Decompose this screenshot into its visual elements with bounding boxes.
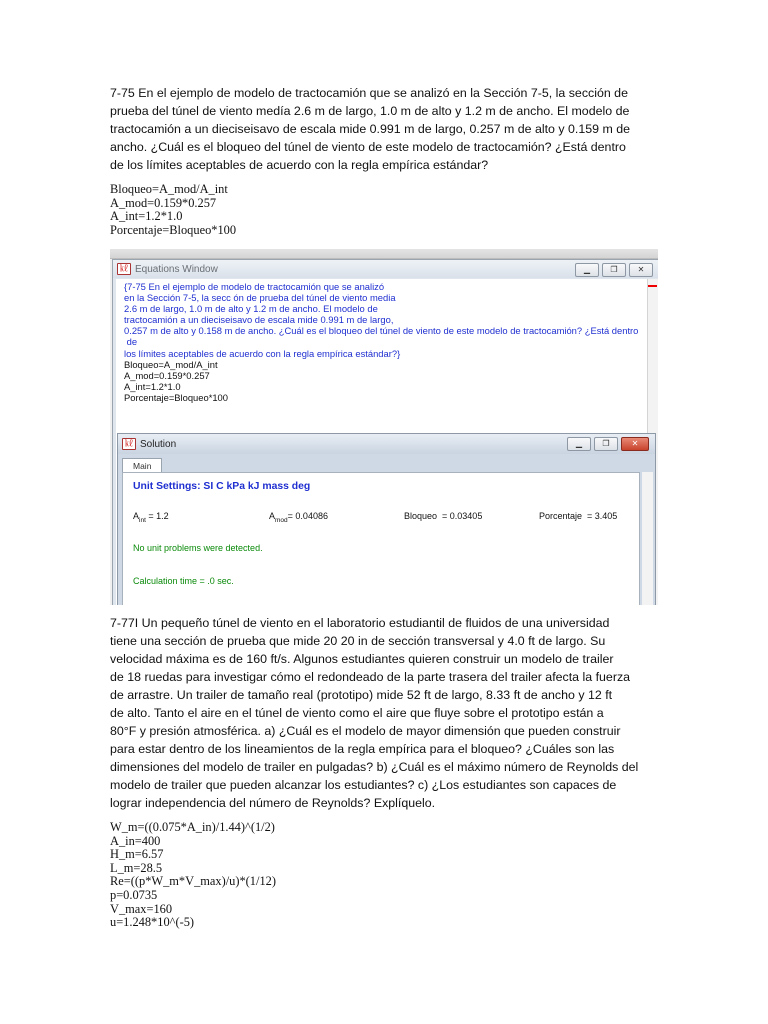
solution-window-titlebar[interactable] bbox=[118, 434, 655, 454]
ees-screenshot bbox=[110, 249, 658, 605]
ees-app-icon: ㎘ bbox=[117, 263, 131, 275]
equation-line: L_m=28.5 bbox=[110, 860, 163, 875]
problem-7-75-equations bbox=[110, 183, 236, 237]
code-line: A_int=1.2*1.0 bbox=[124, 380, 181, 392]
restore-icon[interactable]: ❐ bbox=[602, 263, 626, 277]
text-line: 7-77I Un pequeño túnel de viento en el laboratorio estudiantil de fluidos de una universidad bbox=[110, 616, 610, 630]
unit-settings: Unit Settings: SI C kPa kJ mass deg bbox=[133, 481, 311, 492]
comment-line: de bbox=[124, 336, 138, 348]
solution-window bbox=[117, 433, 656, 605]
equation-line: V_max=160 bbox=[110, 901, 173, 916]
comment-line: 2.6 m de largo, 1.0 m de alto y 1.2 m de ancho. El modelo de bbox=[124, 303, 378, 315]
text-line: de alto. Tanto el aire en el túnel de viento como el aire que fluye sobre el prototipo están a bbox=[110, 706, 604, 720]
comment-line: tractocamión a un dieciseisavo de escala mide 0.991 m de largo, bbox=[124, 314, 394, 326]
comment-line: {7-75 En el ejemplo de modelo de tractocamión que se analizó bbox=[124, 281, 385, 292]
equation-line: Bloqueo=A_mod/A_int bbox=[110, 182, 228, 196]
equation-line: Re=((p*W_m*V_max)/u)*(1/12) bbox=[110, 874, 276, 889]
close-icon[interactable]: ✕ bbox=[621, 437, 649, 451]
equation-line: H_m=6.57 bbox=[110, 847, 164, 862]
text-line: de 18 ruedas para investigar cómo el redondeado de la parte trasera del trailer afecta la fuerza bbox=[110, 670, 631, 684]
tab-main[interactable]: Main bbox=[122, 458, 162, 474]
text-line: de los límites aceptables de acuerdo con la regla empírica estándar? bbox=[110, 158, 489, 172]
text-line: para estar dentro de los lineamientos de la regla empírica para el bloqueo? ¿Cuáles son las bbox=[110, 742, 615, 756]
calculation-time: Calculation time = .0 sec. bbox=[133, 576, 234, 586]
problem-7-77i-equations bbox=[110, 821, 276, 930]
text-line: modelo de trailer que pueden alcanzar los estudiantes? c) ¿Los estudiantes son capaces de bbox=[110, 778, 617, 792]
problem-7-75-text bbox=[110, 84, 658, 174]
text-line: dimensiones del modelo de trailer en pulgadas? b) ¿Cuál es el máximo número de Reynolds del bbox=[110, 760, 639, 774]
window-title: Solution bbox=[140, 438, 177, 450]
vertical-scrollbar[interactable] bbox=[642, 472, 653, 605]
window-controls bbox=[567, 437, 649, 451]
code-line: A_mod=0.159*0.257 bbox=[124, 369, 210, 381]
text-line: velocidad máxima es de 160 ft/s. Algunos estudiantes quieren construir un modelo de trailer bbox=[110, 652, 614, 666]
window-controls bbox=[575, 263, 653, 277]
value-a-int: $A_{int} = 1.2$ bbox=[133, 511, 169, 524]
value-bloqueo: Bloqueo = 0.03405 bbox=[404, 511, 483, 521]
unit-check-message: No unit problems were detected. bbox=[133, 543, 263, 553]
text-line: tiene una sección de prueba que mide 20 20 in de sección transversal y 4.0 ft de largo. Su bbox=[110, 634, 606, 648]
equation-line: A_mod=0.159*0.257 bbox=[110, 195, 217, 210]
ees-app-icon: ㎘ bbox=[122, 438, 136, 450]
text-line: 7-75 En el ejemplo de modelo de tractocamión que se analizó en la Sección 7-5, la sección de bbox=[110, 86, 628, 100]
error-marker-icon bbox=[648, 285, 657, 287]
close-icon[interactable]: ✕ bbox=[629, 263, 653, 277]
problem-7-77i-text bbox=[110, 614, 658, 812]
value-a-mod: $A_{mod}= 0.04086$ bbox=[269, 511, 328, 524]
equation-line: W_m=((0.075*A_in)/1.44)^(1/2) bbox=[110, 820, 275, 834]
solution-content bbox=[122, 472, 640, 605]
equation-line: A_in=400 bbox=[110, 833, 161, 848]
value-porcentaje: Porcentaje = 3.405 bbox=[539, 511, 618, 521]
restore-icon[interactable]: ❐ bbox=[594, 437, 618, 451]
comment-line: 0.257 m de alto y 0.158 m de ancho. ¿Cuál es el bloqueo del túnel de viento de este modelo de tractocamión? ¿Está dentro bbox=[124, 325, 639, 337]
equation-line: u=1.248*10^(-5) bbox=[110, 915, 195, 930]
text-line: lograr independencia del número de Reynolds? Explíquelo. bbox=[110, 796, 436, 810]
window-title: Equations Window bbox=[135, 263, 218, 275]
text-line: de arrastre. Un trailer de tamaño real (prototipo) mide 52 ft de largo, 8.33 ft de ancho y 12 ft bbox=[110, 688, 613, 702]
equation-line: A_int=1.2*1.0 bbox=[110, 209, 183, 224]
tab-row bbox=[122, 456, 162, 472]
code-line: Bloqueo=A_mod/A_int bbox=[124, 358, 218, 370]
top-strip bbox=[110, 249, 658, 259]
minimize-icon[interactable]: ▁ bbox=[575, 263, 599, 277]
equation-line: p=0.0735 bbox=[110, 887, 158, 902]
text-line: prueba del túnel de viento medía 2.6 m de largo, 1.0 m de alto y 1.2 m de ancho. El modelo de bbox=[110, 104, 630, 118]
text-line: 80°F y presión atmosférica. a) ¿Cuál es el modelo de mayor dimensión que pueden construir bbox=[110, 724, 621, 738]
equation-line: Porcentaje=Bloqueo*100 bbox=[110, 222, 237, 237]
minimize-icon[interactable]: ▁ bbox=[567, 437, 591, 451]
equations-window-titlebar[interactable] bbox=[113, 260, 658, 278]
text-line: ancho. ¿Cuál es el bloqueo del túnel de viento de este modelo de tractocamión? ¿Está dentro bbox=[110, 140, 626, 154]
code-line: Porcentaje=Bloqueo*100 bbox=[124, 391, 228, 403]
comment-line: los límites aceptables de acuerdo con la regla empírica estándar?} bbox=[124, 347, 401, 359]
text-line: tractocamión a un dieciseisavo de escala mide 0.991 m de largo, 0.257 m de alto y 0.159 m de bbox=[110, 122, 631, 136]
comment-line: en la Sección 7-5, la secc ón de prueba del túnel de viento media bbox=[124, 292, 396, 304]
